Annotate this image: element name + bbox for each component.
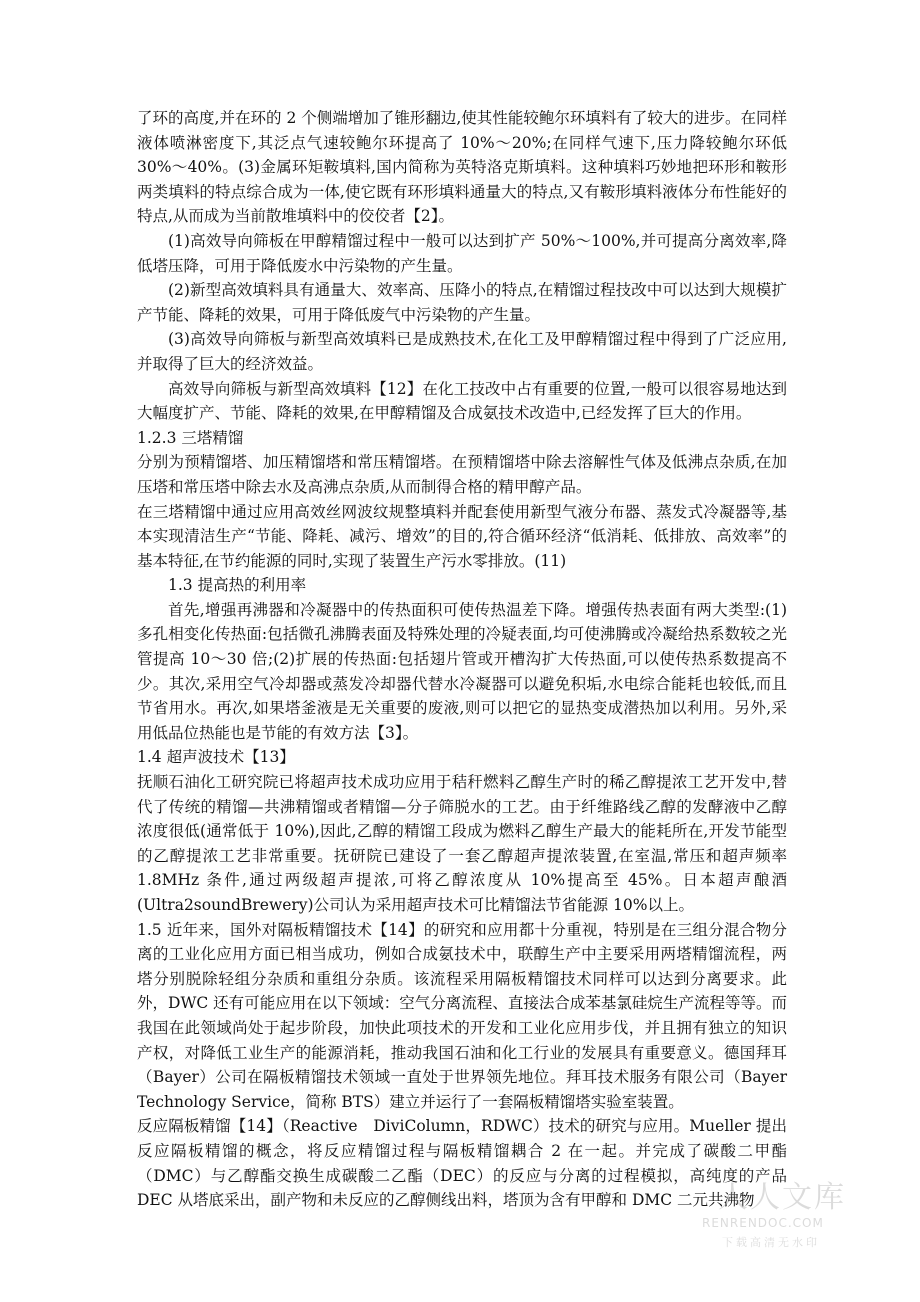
paragraph-three-tower-packing: 在三塔精馏中通过应用高效丝网波纹规整填料并配套使用新型气液分布器、蒸发式冷凝器等,基本实现清洁生产“节能、降耗、减污、增效”的目的,符合循环经济“低消耗、低排放、高效率”的基本特征,在节约能源的同时,实现了装置生产污水零排放。(11) <box>137 502 787 570</box>
document-body <box>137 106 787 1213</box>
paragraph-ring-packing: 了环的高度,并在环的 2 个侧端增加了锥形翻边,使其性能较鲍尔环填料有了较大的进步。在同样液体喷淋密度下,其泛点气速较鲍尔环提高了 10%～20%;在同样气速下,压力降较鲍尔环低 30%～40%。(3)金属环矩鞍填料,国内简称为英特洛克斯填料。这种填料巧妙地把环形和鞍形两类填料的特点综合成为一体,使它既有环形填料通量大的特点,又有鞍形填料液体分布性能好的特点,从而成为当前散堆填料中的佼佼者【2】。 <box>137 109 787 226</box>
paragraph-ultrasonic: 抚顺石油化工研究院已将超声技术成功应用于秸秆燃料乙醇生产时的稀乙醇提浓工艺开发中,替代了传统的精馏—共沸精馏或者精馏—分子筛脱水的工艺。由于纤维路线乙醇的发酵液中乙醇浓度很低(通常低于 10%),因此,乙醇的精馏工段成为燃料乙醇生产最大的能耗所在,开发节能型的乙醇提浓工艺非常重要。抚研院已建设了一套乙醇超声提浓装置,在室温,常压和超声频率 1.8MHz 条件,通过两级超声提浓,可将乙醇浓度从 10%提高至 45%。日本超声酿酒(Ultra2soundBrewery)公司认为采用超声技术可比精馏法节省能源 10%以上。 <box>137 773 787 914</box>
paragraph-three-tower-desc: 分别为预精馏塔、加压精馏塔和常压精馏塔。在预精馏塔中除去溶解性气体及低沸点杂质,在加压塔和常压塔中除去水及高沸点杂质,从而制得合格的精甲醇产品。 <box>137 453 787 496</box>
paragraph-reactive-dividing-wall: 反应隔板精馏【14】（Reactive DiviColumn，RDWC）技术的研究与应用。Mueller 提出反应隔板精馏的概念，将反应精馏过程与隔板精馏耦合 2 在一起。并完成了碳酸二甲酯（DMC）与乙醇酯交换生成碳酸二乙酯（DEC）的反应与分离的过程模拟，高纯度的产品 DEC 从塔底采出，副产物和未反应的乙醇侧线出料，塔顶为含有甲醇和 DMC 二元共沸物 <box>137 1117 787 1210</box>
section-heading-heat-utilization: 1.3 提高热的利用率 <box>168 576 307 595</box>
paragraph-retrofit-role: 高效导向筛板与新型高效填料【12】在化工技改中占有重要的位置,一般可以很容易地达到大幅度扩产、节能、降耗的效果,在甲醇精馏及合成氨技术改造中,已经发挥了巨大的作用。 <box>137 379 787 423</box>
paragraph-heat-transfer: 首先,增强再沸器和冷凝器中的传热面积可使传热温差下降。增强传热表面有两大类型:(1)多孔相变化传热面:包括微孔沸腾表面及特殊处理的冷疑表面,均可使沸腾或冷凝给热系数较之光管提高 10～30 倍;(2)扩展的传热面:包括翅片管或开槽沟扩大传热面,可以使传热系数提高不少。其次,采用空气冷却器或蒸发冷却器代替水冷凝器可以避免积垢,水电综合能耗也较低,而且节省用水。再次,如果塔釜液是无关重要的废液,则可以把它的显热变成潜热加以利用。另外,采用低品位热能也是节能的有效方法【3】。 <box>137 600 787 742</box>
watermark-logo-text: 人人文库 <box>718 1180 846 1215</box>
section-heading-ultrasonic: 1.4 超声波技术【13】 <box>137 748 295 767</box>
watermark-tagline: 下载高清无水印 <box>722 1236 820 1249</box>
paragraph-new-packing: (2)新型高效填料具有通量大、效率高、压降小的特点,在精馏过程技改中可以达到大规模扩产节能、降耗的效果，可用于降低废气中污染物的产生量。 <box>137 281 787 324</box>
paragraph-mature-technology: (3)高效导向筛板与新型高效填料已是成熟技术,在化工及甲醇精馏过程中得到了广泛应用,并取得了巨大的经济效益。 <box>137 330 787 373</box>
section-heading-three-tower: 1.2.3 三塔精馏 <box>137 428 244 447</box>
watermark-url: RENRENDOC.COM <box>702 1216 824 1230</box>
paragraph-guide-sieve-plate: (1)高效导向筛板在甲醇精馏过程中一般可以达到扩产 50%～100%,并可提高分离效率,降低塔压降，可用于降低废水中污染物的产生量。 <box>137 231 787 275</box>
paragraph-dividing-wall: 1.5 近年来，国外对隔板精馏技术【14】的研究和应用都十分重视，特别是在三组分混合物分离的工业化应用方面已相当成功，例如合成氨技术中，联醇生产中主要采用两塔精馏流程，两塔分别脱除轻组分杂质和重组分杂质。该流程采用隔板精馏技术同样可以达到分离要求。此外，DWC 还有可能应用在以下领域：空气分离流程、直接法合成苯基氯硅烷生产流程等等。而我国在此领域尚处于起步阶段，加快此项技术的开发和工业化应用步伐，并且拥有独立的知识产权，对降低工业生产的能源消耗，推动我国石油和化工行业的发展具有重要意义。德国拜耳（Bayer）公司在隔板精馏技术领域一直处于世界领先地位。拜耳技术服务有限公司（Bayer Technology Service，简称 BTS）建立并运行了一套隔板精馏塔实验室装置。 <box>137 920 787 1111</box>
